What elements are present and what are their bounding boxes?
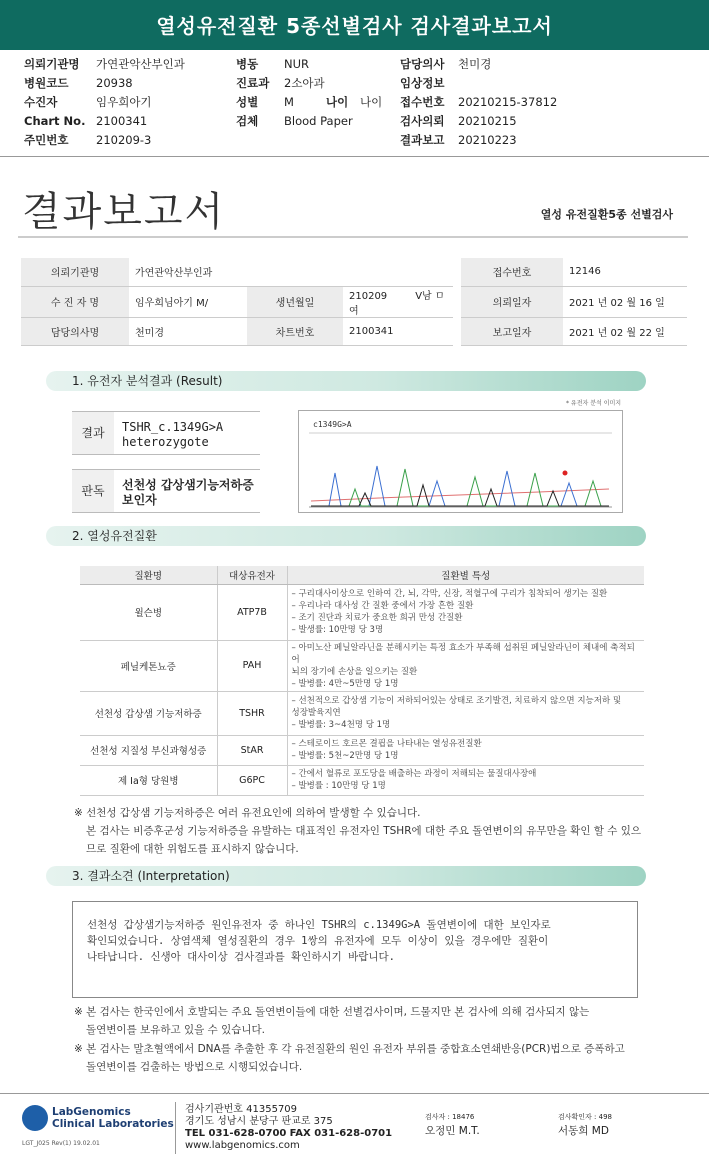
meta-value: Blood Paper: [284, 114, 353, 128]
meta-label: 진료과: [236, 76, 270, 90]
disease-name: 윌슨병: [80, 584, 217, 640]
disease-name: 선천성 지질성 부신과형성증: [80, 735, 217, 765]
meta-label: 병동: [236, 57, 259, 71]
judgement-line: 보인자: [122, 493, 157, 507]
result-label: 결과: [72, 412, 114, 454]
meta-col-3: [400, 57, 557, 148]
meta-value: 20210223: [458, 133, 517, 147]
labgenomics-logo-icon: [22, 1105, 48, 1131]
table-row: [80, 691, 644, 735]
birth-cell: [343, 286, 453, 317]
note-line: ※ 본 검사는 말초혈액에서 DNA를 추출한 후 각 유전질환의 원인 유전자 부위를 중합효소연쇄반응(PCR)법으로 증폭하고: [74, 1043, 625, 1055]
document-code: LGT_J025 Rev(1) 19.02.01: [22, 1140, 100, 1147]
disease-name: 페닐케톤뇨증: [80, 640, 217, 691]
info-value: 12146: [563, 258, 687, 286]
meta-value: 나이: [360, 95, 383, 109]
feature-line: – 구리대사이상으로 인하여 간, 뇌, 각막, 신장, 적혈구에 구리가 침착되어 생기는 질환: [291, 589, 608, 599]
meta-label: 나이: [326, 95, 349, 109]
feature-line: – 발생률: 10만명 당 3명: [291, 625, 384, 635]
feature-line: – 발병률: 3~4천명 당 1명: [291, 720, 391, 730]
column-header: 대상유전자: [217, 566, 287, 584]
result-value: [122, 420, 258, 450]
section-interpretation-heading: 3. 결과소견 (Interpretation): [46, 866, 646, 886]
feature-line: – 우리나라 대사성 간 질환 중에서 가장 흔한 질환: [291, 601, 474, 611]
meta-label: 의뢰기관명: [24, 57, 80, 71]
result-line: TSHR_c.1349G>A: [122, 420, 224, 434]
info-label: 의뢰기관명: [21, 258, 129, 286]
footnote-screening: [74, 1003, 589, 1039]
note-line: ※ 선천성 갑상샘 기능저하증은 여러 유전요인에 의하여 발생할 수 있습니다.: [74, 807, 421, 819]
tester-name: 오정민 M.T.: [425, 1125, 480, 1137]
disease-gene: G6PC: [217, 765, 287, 795]
disease-gene: TSHR: [217, 691, 287, 735]
meta-label: 검체: [236, 114, 259, 128]
disease-features: [287, 765, 644, 795]
meta-label: 주민번호: [24, 133, 69, 147]
info-label: 차트번호: [247, 317, 343, 345]
meta-value: 가연관악산부인과: [96, 57, 185, 71]
divider: [0, 156, 709, 157]
section-result-heading: 1. 유전자 분석결과 (Result): [46, 371, 646, 391]
feature-line: – 선천적으로 갑상샘 기능이 저하되어있는 상태로 조기발견, 치료하지 않으면 지능저하 및: [291, 696, 622, 706]
disease-features: [287, 584, 644, 640]
chromatogram-note: * 유전자 분석 이미지: [566, 400, 622, 407]
info-value: 가연관악산부인과: [129, 258, 453, 286]
info-value: 2100341: [343, 317, 453, 345]
meta-value: 210209-3: [96, 133, 152, 147]
lab-fax: FAX 031-628-0701: [289, 1128, 393, 1139]
judgement-label: 판독: [72, 470, 114, 512]
report-title: 결과보고서: [22, 189, 226, 235]
info-label: 접수번호: [461, 258, 563, 286]
judgement-box: [72, 469, 260, 513]
footnote-method: [74, 1040, 625, 1076]
feature-line: – 간에서 혈류로 포도당을 배출하는 과정이 저해되는 물질대사장애: [291, 769, 537, 779]
info-value: 천미경: [129, 317, 247, 345]
meta-value: 20938: [96, 76, 133, 90]
lab-tel: TEL 031-628-0700: [185, 1128, 287, 1139]
meta-value: M: [284, 95, 294, 109]
info-value: 2021 년 02 월 16 일: [563, 286, 687, 317]
info-label: 담당의사명: [21, 317, 129, 345]
note-line: 돌연변이를 검출하는 방법으로 시행되었습니다.: [86, 1061, 303, 1073]
report-header-title: 열성유전질환 5종선별검사 검사결과보고서: [0, 0, 709, 50]
disease-gene: ATP7B: [217, 584, 287, 640]
disease-features: [287, 640, 644, 691]
report-subtitle: 열성 유전질환5종 선별검사: [540, 208, 673, 221]
meta-value: 20210215-37812: [458, 95, 558, 109]
meta-label: 성별: [236, 95, 259, 109]
result-box: [72, 411, 260, 455]
tester-label: 검사자 : 18476: [425, 1113, 475, 1121]
feature-line: – 스테로이드 호르몬 결핍을 나타내는 열성유전질환: [291, 739, 482, 749]
section-disease-heading: 2. 열성유전질환: [46, 526, 646, 546]
info-label: 수 진 자 명: [21, 286, 129, 317]
note-line: 므로 질환에 대한 위험도를 표시하지 않습니다.: [86, 843, 299, 855]
info-value: 2021 년 02 월 22 일: [563, 317, 687, 345]
feature-line: – 아미노산 페닐알라닌을 분해시키는 특정 효소가 부족해 섭취된 페닐알라닌이 체내에 축적되어: [291, 642, 635, 665]
divider: [175, 1102, 176, 1154]
note-line: ※ 본 검사는 한국인에서 호발되는 주요 돌연변이들에 대한 선별검사이며, 드물지만 본 검사에 의해 검사되지 않는: [74, 1006, 590, 1018]
lab-line: 경기도 성남시 분당구 판교로 375: [185, 1116, 333, 1127]
meta-label: 임상정보: [400, 76, 445, 90]
chromatogram-trace: [299, 411, 622, 512]
meta-label: 병원코드: [24, 76, 69, 90]
disease-features: [287, 735, 644, 765]
feature-line: – 발병률: 5천~2만명 당 1명: [291, 751, 399, 761]
meta-label: 접수번호: [400, 95, 445, 109]
info-label: 의뢰일자: [461, 286, 563, 317]
meta-value: NUR: [284, 57, 310, 71]
lab-info: [185, 1104, 392, 1152]
column-header: 질환별 특성: [287, 566, 644, 584]
feature-line: – 조기 진단과 치료가 중요한 희귀 만성 간질환: [291, 613, 463, 623]
chromatogram-image: [298, 410, 623, 513]
confirmer-signature: [558, 1110, 612, 1138]
judgement-value: [122, 478, 258, 508]
confirmer-label: 검사확인자 : 498: [558, 1113, 612, 1121]
meta-label: 수진자: [24, 95, 58, 109]
info-value: 210209: [349, 290, 388, 302]
meta-value: 천미경: [458, 57, 492, 71]
lab-line: 검사기관번호 41355709: [185, 1104, 298, 1115]
divider: [0, 1093, 709, 1094]
meta-value: 20210215: [458, 114, 517, 128]
disease-name: 선천성 갑상샘 기능저하증: [80, 691, 217, 735]
interp-line: 선천성 갑상샘기능저하증 원인유전자 중 하나인 TSHR의 c.1349G>A 돌연변이에 대한 보인자로: [87, 919, 551, 931]
meta-value: 2100341: [96, 114, 148, 128]
judgement-line: 선천성 갑상샘기능저하증: [122, 478, 254, 492]
meta-col-1: [24, 57, 185, 148]
disease-gene: StAR: [217, 735, 287, 765]
meta-col-2: [236, 57, 382, 129]
disease-table: [80, 566, 644, 796]
confirmer-name: 서동희 MD: [558, 1125, 609, 1137]
interpretation-box: [72, 901, 638, 998]
meta-label: 검사의뢰: [400, 114, 445, 128]
meta-label: 담당의사: [400, 57, 445, 71]
feature-line: – 발병률 : 10만명 당 1명: [291, 781, 386, 791]
tester-signature: [425, 1110, 480, 1138]
table-row: [80, 640, 644, 691]
chromatogram-label: c1349G>A: [313, 420, 352, 429]
table-row: [80, 735, 644, 765]
disease-features: [287, 691, 644, 735]
logo-line: Clinical Laboratories: [52, 1118, 174, 1130]
feature-line: 뇌의 장기에 손상을 일으키는 질환: [291, 666, 418, 677]
note-line: 본 검사는 비증후군성 기능저하증을 유발하는 대표적인 유전자인 TSHR에 대한 주요 돌연변이의 유무만을 확인 할 수 있으: [86, 825, 642, 837]
note-line: 돌연변이를 보유하고 있을 수 있습니다.: [86, 1024, 265, 1036]
table-row: [80, 765, 644, 795]
lab-web: www.labgenomics.com: [185, 1140, 300, 1151]
meta-value: 2소아과: [284, 76, 325, 90]
footnote-tshr: [74, 804, 641, 858]
info-label: 생년월일: [247, 286, 343, 317]
logo-line: LabGenomics: [52, 1106, 131, 1118]
info-label: 보고일자: [461, 317, 563, 345]
interp-line: 나타납니다. 신생아 대사이상 검사결과를 확인하시기 바랍니다.: [87, 951, 395, 963]
feature-line: – 발병률: 4만~5만명 당 1명: [291, 678, 399, 689]
sex-options: V남 ㅁ여: [349, 290, 445, 317]
disease-name: 제 Ia형 당원병: [80, 765, 217, 795]
logo-text: [52, 1106, 174, 1130]
patient-info-table: [21, 258, 687, 346]
disease-gene: PAH: [217, 640, 287, 691]
interp-line: 확인되었습니다. 상염색체 열성질환의 경우 1쌍의 유전자에 모두 이상이 있을 경우에만 질환이: [87, 935, 549, 947]
meta-label: Chart No.: [24, 114, 86, 128]
meta-value: 임우희아기: [96, 95, 152, 109]
result-line: heterozygote: [122, 435, 209, 449]
column-header: 질환명: [80, 566, 217, 584]
info-value: 임우희님아기 M/: [129, 286, 247, 317]
table-row: [80, 584, 644, 640]
meta-label: 결과보고: [400, 133, 445, 147]
divider: [18, 236, 688, 238]
feature-line: 성장발육지연: [291, 708, 341, 718]
